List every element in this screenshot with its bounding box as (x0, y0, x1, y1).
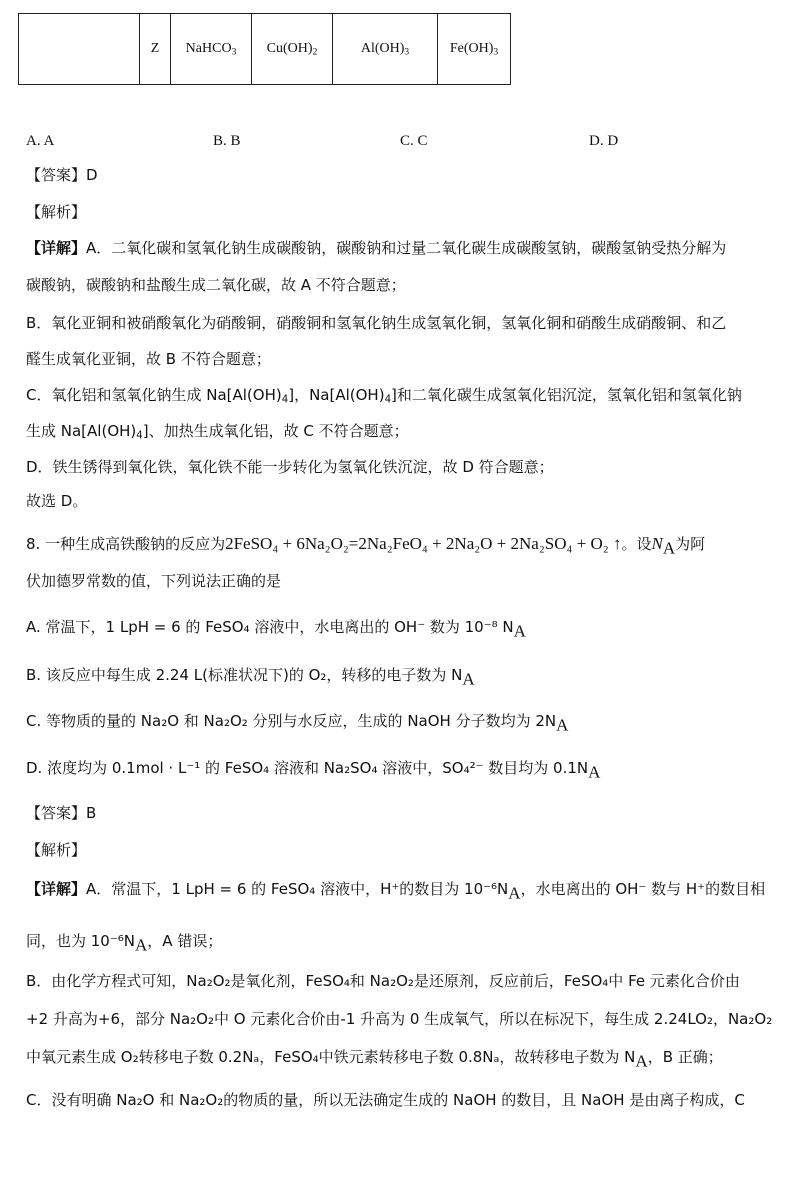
explanation-line: B．氧化亚铜和被硝酸氧化为硝酸铜，硝酸铜和氢氧化钠生成氢氧化铜，氢氧化铜和硝酸生成硝酸铜、和乙 (26, 314, 727, 332)
q8-option-a: A. 常温下，1 LpH = 6 的 FeSO₄ 溶液中，水电离出的 OH⁻ 数为 10⁻⁸ $N_A$ (26, 618, 526, 641)
question-8-stem: 8. 一种生成高铁酸钠的反应为2FeSO₄ + 6Na₂O₂=2Na₂FeO₄ + 2Na₂O + 2Na₂SO₄ + O₂ ↑。设$N_A$为阿 (26, 534, 706, 558)
answer-line: 【答案】D (26, 166, 98, 184)
explanation-line: B．由化学方程式可知，Na₂O₂是氧化剂，FeSO₄和 Na₂O₂是还原剂，反应前后，FeSO₄中 Fe 元素化合价由 (26, 972, 740, 990)
table-cell: Z (140, 14, 171, 85)
q8-option-c: C. 等物质的量的 Na₂O 和 Na₂O₂ 分别与水反应，生成的 NaOH 分子数均为 $2N_A$ (26, 712, 569, 735)
explanation-line: 醛生成氧化亚铜，故 B 不符合题意； (26, 350, 271, 368)
table-cell: NaHCO$_3$ (171, 14, 252, 85)
option-a: A. A (26, 133, 55, 149)
explanation-line: C．没有明确 Na₂O 和 Na₂O₂的物质的量，所以无法确定生成的 NaOH 的数目，且 NaOH 是由离子构成，C (26, 1091, 745, 1109)
explanation-line: D．铁生锈得到氧化铁，氧化铁不能一步转化为氢氧化铁沉淀，故 D 符合题意； (26, 458, 554, 476)
option-c: C. C (400, 133, 428, 149)
explanation-line: 【详解】A．二氧化碳和氢氧化钠生成碳酸钠，碳酸钠和过量二氧化碳生成碳酸氢钠，碳酸氢钠受热分解为 (26, 239, 727, 257)
option-b: B. B (213, 133, 241, 149)
explanation-line: 【详解】A．常温下，1 LpH = 6 的 FeSO₄ 溶液中，H⁺的数目为 $10^{-6}N_A$，水电离出的 OH⁻ 数与 H⁺的数目相 (26, 880, 766, 903)
option-d: D. D (589, 133, 619, 149)
reaction-equation: 2FeSO₄ + 6Na₂O₂=2Na₂FeO₄ + 2Na₂O + 2Na₂SO₄ + O₂ ↑ (225, 534, 622, 553)
explanation-line: C．氧化铝和氢氧化钠生成 $Na[Al(OH)_4]$，$Na[Al(OH)_4]$和二氧化碳生成氢氧化铝沉淀，氢氧化铝和氢氧化钠 (26, 386, 742, 406)
table-cell: $Al(OH)_3$ (333, 14, 438, 85)
question-8-stem: 伏加德罗常数的值，下列说法正确的是 (26, 572, 282, 590)
table-row (19, 14, 511, 85)
explanation-line: 生成 $Na[Al(OH)_4]$、加热生成氧化铝，故 C 不符合题意； (26, 422, 409, 442)
table-cell: $Fe(OH)_3$ (438, 14, 511, 85)
analysis-tag: 【解析】 (26, 203, 87, 221)
table-cell (19, 14, 140, 85)
table-cell: $Cu(OH)_2$ (252, 14, 333, 85)
q8-option-d: D. 浓度均为 0.1mol · L⁻¹ 的 FeSO₄ 溶液和 Na₂SO₄ 溶液中，SO₄²⁻ 数目均为 $0.1N_A$ (26, 759, 601, 782)
substance-table (18, 13, 511, 85)
q8-option-b: B. 该反应中每生成 2.24 L(标准状况下)的 O₂，转移的电子数为 $N_A$ (26, 666, 475, 689)
explanation-line: 故选 D。 (26, 492, 88, 510)
analysis-tag: 【解析】 (26, 841, 87, 859)
explanation-line: +2 升高为+6，部分 Na₂O₂中 O 元素化合价由-1 升高为 0 生成氧气，所以在标况下，每生成 2.24LO₂，Na₂O₂ (26, 1010, 773, 1028)
explanation-line: 中氧元素生成 O₂转移电子数 0.2Nₐ，FeSO₄中铁元素转移电子数 0.8Nₐ，故转移电子数为 $N_A$，B 正确； (26, 1048, 723, 1071)
answer-line: 【答案】B (26, 804, 97, 822)
explanation-line: 碳酸钠，碳酸钠和盐酸生成二氧化碳，故 A 不符合题意； (26, 276, 406, 294)
explanation-line: 同，也为 $10^{-6}N_A$，A 错误； (26, 932, 223, 955)
